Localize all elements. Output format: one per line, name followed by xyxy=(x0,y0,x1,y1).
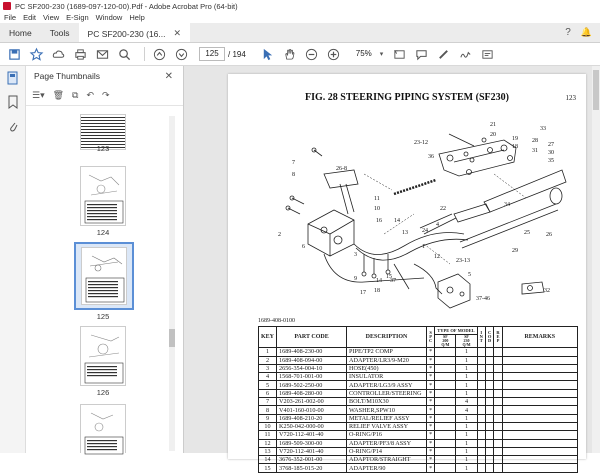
svg-text:30: 30 xyxy=(548,150,554,156)
cell-remarks xyxy=(502,439,577,447)
svg-text:9: 9 xyxy=(354,276,357,282)
cell-qty-sf230: 1 xyxy=(456,431,477,439)
svg-text:22: 22 xyxy=(440,206,446,212)
cell-spc: * xyxy=(427,422,435,430)
cell-remarks xyxy=(502,431,577,439)
svg-text:15: 15 xyxy=(386,274,392,280)
page-thumbnails-icon[interactable] xyxy=(0,66,26,90)
table-row xyxy=(259,398,578,406)
cell-desc: O-RING/P14 xyxy=(347,447,427,455)
col-spc: S P C xyxy=(427,327,435,348)
part-code-reference: 1689-408-0100 xyxy=(258,318,295,324)
cell-desc: O-RING/P16 xyxy=(347,431,427,439)
cell-remarks xyxy=(502,464,577,472)
cell-spc: * xyxy=(427,447,435,455)
cell-qty-sf230: 1 xyxy=(456,356,477,364)
cell-spc: * xyxy=(427,406,435,414)
cell-spc: * xyxy=(427,373,435,381)
svg-text:26-8: 26-8 xyxy=(336,166,347,172)
svg-text:2: 2 xyxy=(278,232,281,238)
table-header-row xyxy=(259,327,578,335)
cell-qty-sf200 xyxy=(435,439,456,447)
svg-text:23-13: 23-13 xyxy=(456,258,470,264)
svg-text:17: 17 xyxy=(360,290,366,296)
zoom-in-icon[interactable] xyxy=(326,46,342,62)
cell-int xyxy=(477,406,485,414)
cell-cod xyxy=(485,381,494,389)
menu-window[interactable]: Window xyxy=(95,13,123,22)
svg-text:29: 29 xyxy=(512,248,518,254)
cell-code: V720-112-401-40 xyxy=(277,447,347,455)
tab-document-label: PC SF200-230 (16... xyxy=(87,28,166,39)
figure-title: FIG. 28 STEERING PIPING SYSTEM (SF230) xyxy=(305,92,509,103)
thumbnails-header xyxy=(26,66,183,86)
svg-text:37: 37 xyxy=(390,278,396,284)
cell-desc: ADAPTER/PF3/8 ASSY xyxy=(347,439,427,447)
cell-qty-sf200 xyxy=(435,373,456,381)
cell-int xyxy=(477,456,485,464)
cell-int xyxy=(477,398,485,406)
cell-spc: * xyxy=(427,456,435,464)
cell-qty-sf200 xyxy=(435,389,456,397)
cell-key: 3 xyxy=(259,364,277,372)
cell-spc: * xyxy=(427,414,435,422)
cell-rep xyxy=(494,422,502,430)
cell-spc: * xyxy=(427,398,435,406)
table-row xyxy=(259,431,578,439)
cell-int xyxy=(477,348,485,356)
close-panel-icon[interactable]: ✕ xyxy=(164,70,173,82)
cell-cod xyxy=(485,373,494,381)
notification-icon[interactable]: 🔔 xyxy=(580,27,592,37)
cell-key: 2 xyxy=(259,356,277,364)
cell-qty-sf230: 1 xyxy=(456,389,477,397)
bookmark-star-icon[interactable] xyxy=(28,46,44,62)
pdf-page xyxy=(228,74,586,472)
cell-spc: * xyxy=(427,389,435,397)
col-qty-sf200: SF 200 Q/M xyxy=(435,335,456,348)
thumbnail-page-126[interactable] xyxy=(80,326,126,386)
upload-cloud-icon[interactable] xyxy=(50,46,66,62)
svg-text:35: 35 xyxy=(548,158,554,164)
print-icon[interactable] xyxy=(72,46,88,62)
svg-text:5: 5 xyxy=(468,272,471,278)
cell-int xyxy=(477,447,485,455)
cell-rep xyxy=(494,348,502,356)
cell-qty-sf230: 4 xyxy=(456,398,477,406)
search-icon[interactable] xyxy=(116,46,132,62)
delete-page-icon[interactable]: 🗑 xyxy=(52,90,65,100)
cell-qty-sf230: 1 xyxy=(456,464,477,472)
cell-rep xyxy=(494,364,502,372)
tab-bar xyxy=(0,23,600,43)
cell-remarks xyxy=(502,422,577,430)
cell-qty-sf200 xyxy=(435,406,456,414)
cell-key: 11 xyxy=(259,431,277,439)
cell-rep xyxy=(494,406,502,414)
svg-text:14: 14 xyxy=(394,218,400,224)
cell-qty-sf230: 1 xyxy=(456,381,477,389)
svg-text:8: 8 xyxy=(292,172,295,178)
svg-text:33: 33 xyxy=(540,126,546,132)
cell-key: 14 xyxy=(259,456,277,464)
cell-rep xyxy=(494,356,502,364)
col-remarks: REMARKS xyxy=(502,327,577,348)
cell-desc: ADAPTER/LG3/9 ASSY xyxy=(347,381,427,389)
svg-text:6: 6 xyxy=(302,244,305,250)
cell-rep xyxy=(494,381,502,389)
svg-text:16: 16 xyxy=(376,218,382,224)
cell-key: 1 xyxy=(259,348,277,356)
toolbar-separator xyxy=(144,47,145,61)
col-part-code: PART CODE xyxy=(277,327,347,348)
cell-desc: HOSE(450) xyxy=(347,364,427,372)
col-rep: R E P xyxy=(494,327,502,348)
cell-rep xyxy=(494,456,502,464)
cell-key: 5 xyxy=(259,381,277,389)
cell-qty-sf200 xyxy=(435,456,456,464)
cell-qty-sf230: 1 xyxy=(456,439,477,447)
cell-qty-sf200 xyxy=(435,398,456,406)
thumbnail-page-127[interactable] xyxy=(80,404,126,453)
cell-rep xyxy=(494,431,502,439)
cell-qty-sf200 xyxy=(435,464,456,472)
cell-rep xyxy=(494,373,502,381)
cell-int xyxy=(477,364,485,372)
cell-qty-sf230: 1 xyxy=(456,348,477,356)
svg-text:7: 7 xyxy=(292,160,295,166)
tab-bar-right xyxy=(565,23,600,42)
cell-cod xyxy=(485,431,494,439)
cell-key: 13 xyxy=(259,447,277,455)
cell-key: 4 xyxy=(259,373,277,381)
table-row xyxy=(259,373,578,381)
previous-page-icon[interactable] xyxy=(151,46,167,62)
cell-qty-sf230: 1 xyxy=(456,447,477,455)
cell-qty-sf230: 1 xyxy=(456,373,477,381)
svg-text:32: 32 xyxy=(544,288,550,294)
page-thumbnails-panel xyxy=(26,66,184,453)
cell-qty-sf230: 1 xyxy=(456,422,477,430)
cell-code: V401-160-010-00 xyxy=(277,406,347,414)
svg-text:18: 18 xyxy=(374,288,380,294)
cell-int xyxy=(477,422,485,430)
main-toolbar xyxy=(0,43,600,66)
parts-table xyxy=(258,326,578,473)
svg-text:28: 28 xyxy=(532,138,538,144)
cell-spc: * xyxy=(427,431,435,439)
cell-int xyxy=(477,381,485,389)
cell-key: 8 xyxy=(259,406,277,414)
cell-desc: METAL/RELIEF ASSY xyxy=(347,414,427,422)
tab-tools[interactable]: Tools xyxy=(49,27,70,38)
acrobat-icon xyxy=(3,2,11,10)
cell-code: 1689-502-250-00 xyxy=(277,381,347,389)
cell-rep xyxy=(494,464,502,472)
cell-spc: * xyxy=(427,348,435,356)
menu-edit[interactable]: Edit xyxy=(23,13,37,22)
cell-int xyxy=(477,373,485,381)
svg-text:14: 14 xyxy=(376,278,382,284)
bookmarks-icon[interactable] xyxy=(0,90,26,114)
insert-page-icon[interactable]: ⧉ xyxy=(72,90,79,100)
cell-qty-sf200 xyxy=(435,356,456,364)
table-row xyxy=(259,422,578,430)
menu-help[interactable]: Help xyxy=(129,13,145,22)
cell-remarks xyxy=(502,348,577,356)
cell-qty-sf200 xyxy=(435,431,456,439)
thumbnails-scroll-thumb[interactable] xyxy=(169,329,175,347)
cell-remarks xyxy=(502,398,577,406)
thumbnails-title: Page Thumbnails xyxy=(34,71,100,81)
svg-text:26: 26 xyxy=(546,232,552,238)
cell-rep xyxy=(494,398,502,406)
svg-text:24: 24 xyxy=(422,228,428,234)
cell-cod xyxy=(485,464,494,472)
col-description: DESCRIPTION xyxy=(347,327,427,348)
cell-int xyxy=(477,356,485,364)
steering-piping-diagram xyxy=(264,114,574,314)
zoom-dropdown-icon[interactable]: ▾ xyxy=(379,51,384,58)
cell-qty-sf230: 4 xyxy=(456,406,477,414)
svg-text:37-46: 37-46 xyxy=(476,296,490,302)
cell-remarks xyxy=(502,447,577,455)
cell-desc: BOLT/M10X30 xyxy=(347,398,427,406)
cell-spc: * xyxy=(427,381,435,389)
cell-spc: * xyxy=(427,364,435,372)
page-total: / 194 xyxy=(228,49,246,59)
table-row xyxy=(259,447,578,455)
svg-text:27: 27 xyxy=(548,142,554,148)
cell-code: 2656-354-004-10 xyxy=(277,364,347,372)
cell-key: 9 xyxy=(259,414,277,422)
svg-text:11: 11 xyxy=(374,196,380,202)
cell-code: 1689-408-094-00 xyxy=(277,356,347,364)
help-icon[interactable]: ? xyxy=(565,27,571,38)
save-icon[interactable] xyxy=(6,46,22,62)
cell-int xyxy=(477,439,485,447)
cell-key: 7 xyxy=(259,398,277,406)
cell-cod xyxy=(485,422,494,430)
cell-qty-sf200 xyxy=(435,447,456,455)
thumbnail-label-126: 126 xyxy=(96,388,110,397)
cell-code: 3768-185-015-20 xyxy=(277,464,347,472)
col-int: I N T xyxy=(477,327,485,348)
hand-tool-icon[interactable] xyxy=(282,46,298,62)
cell-cod xyxy=(485,406,494,414)
cell-cod xyxy=(485,414,494,422)
thumbnail-label-124: 124 xyxy=(96,228,110,237)
comment-icon[interactable] xyxy=(413,46,429,62)
menu-esign[interactable]: E-Sign xyxy=(66,13,89,22)
cell-rep xyxy=(494,414,502,422)
cell-qty-sf200 xyxy=(435,422,456,430)
email-icon[interactable] xyxy=(94,46,110,62)
cell-spc: * xyxy=(427,464,435,472)
menu-view[interactable]: View xyxy=(43,13,60,22)
close-tab-icon[interactable]: ✕ xyxy=(173,28,182,38)
cell-qty-sf230: 1 xyxy=(456,364,477,372)
cell-code: 1689-509-300-00 xyxy=(277,439,347,447)
redo-rotate-icon[interactable]: ↷ xyxy=(102,90,110,100)
cell-cod xyxy=(485,398,494,406)
thumbnail-page-124[interactable] xyxy=(80,166,126,226)
cell-code: 1689-408-230-00 xyxy=(277,348,347,356)
document-scrollbar[interactable] xyxy=(592,66,600,453)
cell-cod xyxy=(485,356,494,364)
svg-text:36: 36 xyxy=(428,154,434,160)
cell-remarks xyxy=(502,364,577,372)
tab-home[interactable]: Home xyxy=(9,27,32,38)
cell-desc: WASHER,SPW10 xyxy=(347,406,427,414)
table-row xyxy=(259,439,578,447)
col-cod: C O D xyxy=(485,327,494,348)
cell-qty-sf200 xyxy=(435,364,456,372)
svg-text:1: 1 xyxy=(422,244,425,250)
thumbnail-options-icon[interactable]: ☰▾ xyxy=(32,90,45,100)
cell-remarks xyxy=(502,373,577,381)
svg-text:23-12: 23-12 xyxy=(414,140,428,146)
cell-qty-sf230: 1 xyxy=(456,414,477,422)
cell-qty-sf200 xyxy=(435,381,456,389)
cell-int xyxy=(477,389,485,397)
svg-text:12: 12 xyxy=(434,254,440,260)
svg-text:13: 13 xyxy=(402,230,408,236)
zoom-out-icon[interactable] xyxy=(304,46,320,62)
cell-desc: INSULATOR xyxy=(347,373,427,381)
zoom-level[interactable]: 75% xyxy=(355,49,372,58)
menu-bar xyxy=(0,12,600,23)
table-row xyxy=(259,381,578,389)
svg-text:21: 21 xyxy=(490,122,496,128)
cell-cod xyxy=(485,348,494,356)
cell-rep xyxy=(494,389,502,397)
cell-rep xyxy=(494,447,502,455)
thumbnail-label-125: 125 xyxy=(96,312,110,321)
cell-cod xyxy=(485,439,494,447)
col-type-of-model: TYPE OF MODEL xyxy=(435,327,477,335)
cell-code: V203-261-002-00 xyxy=(277,398,347,406)
table-row xyxy=(259,364,578,372)
svg-text:34: 34 xyxy=(504,202,510,208)
cell-remarks xyxy=(502,406,577,414)
cell-code: 1689-408-280-00 xyxy=(277,389,347,397)
cell-key: 10 xyxy=(259,422,277,430)
svg-text:19: 19 xyxy=(512,136,518,142)
cell-desc: CONTROLLER/STEERING xyxy=(347,389,427,397)
table-row xyxy=(259,406,578,414)
cell-code: V720-112-401-40 xyxy=(277,431,347,439)
cell-remarks xyxy=(502,414,577,422)
table-row xyxy=(259,456,578,464)
page-number-input[interactable]: 125 xyxy=(199,47,225,61)
thumbnails-toolbar xyxy=(26,86,183,106)
table-row xyxy=(259,389,578,397)
cell-desc: ADAPTER/LR3/9-M20 xyxy=(347,356,427,364)
svg-text:31: 31 xyxy=(532,148,538,154)
cell-code: 1568-701-001-00 xyxy=(277,373,347,381)
cell-remarks xyxy=(502,356,577,364)
thumbnail-page-125[interactable] xyxy=(81,247,127,305)
table-row xyxy=(259,356,578,364)
cell-cod xyxy=(485,389,494,397)
cell-key: 12 xyxy=(259,439,277,447)
cell-remarks xyxy=(502,389,577,397)
left-nav-panel xyxy=(0,66,26,453)
document-view xyxy=(184,66,600,472)
fit-page-icon[interactable] xyxy=(391,46,407,62)
next-page-icon[interactable] xyxy=(173,46,189,62)
cell-desc: ADAPTER/90 xyxy=(347,464,427,472)
cell-cod xyxy=(485,447,494,455)
cell-spc: * xyxy=(427,439,435,447)
cell-code: 1689-408-210-20 xyxy=(277,414,347,422)
menu-file[interactable]: File xyxy=(4,13,17,22)
svg-text:20: 20 xyxy=(490,132,496,138)
sign-icon[interactable] xyxy=(457,46,473,62)
thumbnails-scrollbar[interactable] xyxy=(169,116,175,451)
col-key: KEY xyxy=(259,327,277,348)
table-row xyxy=(259,414,578,422)
cell-remarks xyxy=(502,381,577,389)
cell-desc: RELIEF VALVE ASSY xyxy=(347,422,427,430)
cell-cod xyxy=(485,364,494,372)
cell-desc: PIPE/TP2 COMP xyxy=(347,348,427,356)
page-number-label: 123 xyxy=(565,94,576,102)
select-cursor-icon[interactable] xyxy=(260,46,276,62)
cell-qty-sf200 xyxy=(435,348,456,356)
highlight-pen-icon[interactable] xyxy=(435,46,451,62)
window-titlebar xyxy=(0,0,600,12)
svg-text:18: 18 xyxy=(512,144,518,150)
table-row xyxy=(259,348,578,356)
svg-text:3: 3 xyxy=(354,252,357,258)
svg-text:10: 10 xyxy=(374,206,380,212)
cell-remarks xyxy=(502,456,577,464)
cell-code: 3676-352-001-00 xyxy=(277,456,347,464)
share-icon[interactable] xyxy=(479,46,495,62)
cell-desc: ADAPTOR/STRAIGHT xyxy=(347,456,427,464)
thumbnail-label-123: 123 xyxy=(96,144,110,153)
cell-rep xyxy=(494,439,502,447)
col-qty-sf230: SF 230 Q/M xyxy=(456,335,477,348)
undo-rotate-icon[interactable]: ↶ xyxy=(86,90,95,100)
cell-key: 6 xyxy=(259,389,277,397)
cell-qty-sf230: 1 xyxy=(456,456,477,464)
cell-qty-sf200 xyxy=(435,414,456,422)
cell-key: 15 xyxy=(259,464,277,472)
window-title: PC SF200-230 (1689-097-120-00).Pdf - Adobe Acrobat Pro (64-bit) xyxy=(15,1,238,11)
cell-code: K250-042-000-00 xyxy=(277,422,347,430)
cell-cod xyxy=(485,456,494,464)
document-scroll-thumb[interactable] xyxy=(593,70,599,110)
cell-int xyxy=(477,414,485,422)
svg-text:4: 4 xyxy=(436,222,439,228)
attachments-icon[interactable] xyxy=(0,114,26,138)
svg-text:25: 25 xyxy=(524,230,530,236)
cell-int xyxy=(477,431,485,439)
tab-document[interactable] xyxy=(79,23,191,42)
table-row xyxy=(259,464,578,472)
cell-int xyxy=(477,464,485,472)
cell-spc: * xyxy=(427,356,435,364)
